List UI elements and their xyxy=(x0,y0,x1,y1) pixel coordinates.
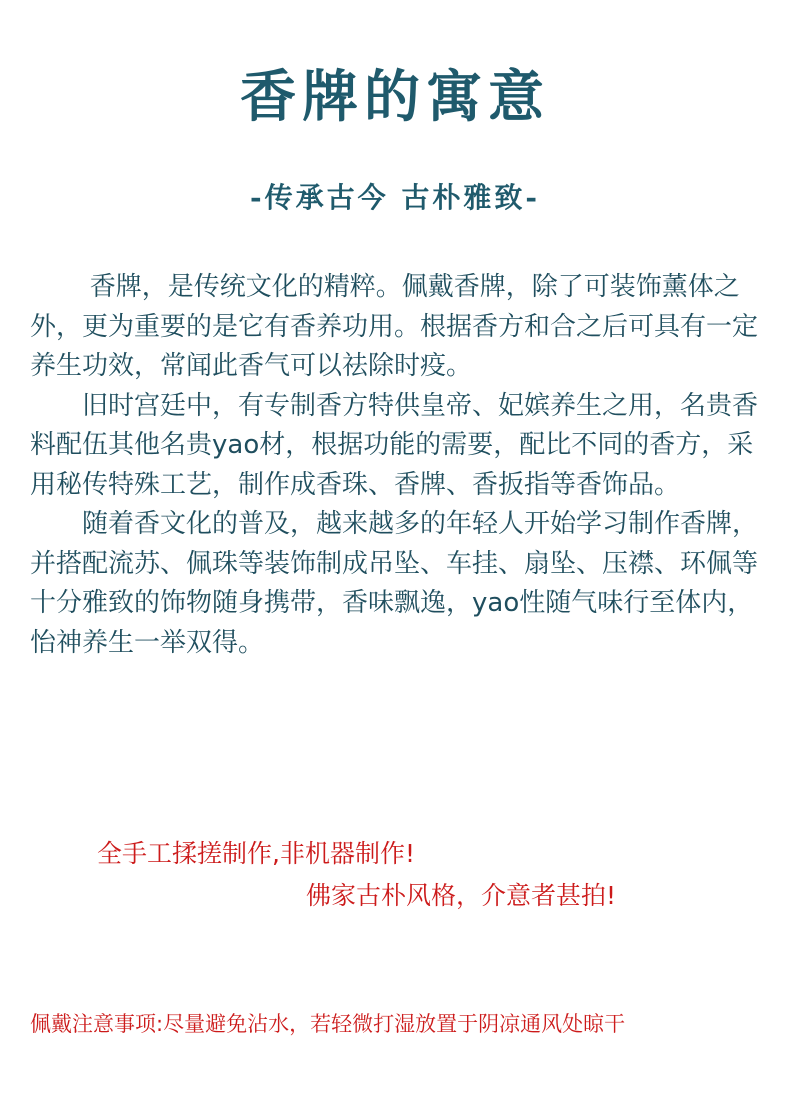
handmade-notice: 全手工揉搓制作,非机器制作! xyxy=(97,839,415,868)
style-notice: 佛家古朴风格，介意者甚拍! xyxy=(306,881,617,910)
page-title: 香牌的寓意 xyxy=(240,64,550,130)
paragraph-intro: 香牌，是传统文化的精粹。佩戴香牌，除了可装饰薰体之外，更为重要的是它有香养功用。根据香方和合之后可具有一定养生功效，常闻此香气可以祛除时疫。 xyxy=(30,272,759,381)
page-subtitle: -传承古今 古朴雅致- xyxy=(250,181,540,214)
article-body xyxy=(30,268,775,663)
paragraph-modern: 随着香文化的普及，越来越多的年轻人开始学习制作香牌，并搭配流苏、佩珠等装饰制成吊坠、车挂、扇坠、压襟、环佩等十分雅致的饰物随身携带，香味飘逸，yao性随气味行至体内，怡神养生一举双得。 xyxy=(30,509,759,658)
paragraph-history: 旧时宫廷中，有专制香方特供皇帝、妃嫔养生之用，名贵香料配伍其他名贵yao材，根据功能的需要，配比不同的香方，采用秘传特殊工艺，制作成香珠、香牌、香扳指等香饰品。 xyxy=(30,390,759,500)
care-instructions: 佩戴注意事项:尽量避免沾水，若轻微打湿放置于阴凉通风处晾干 xyxy=(30,1012,626,1036)
